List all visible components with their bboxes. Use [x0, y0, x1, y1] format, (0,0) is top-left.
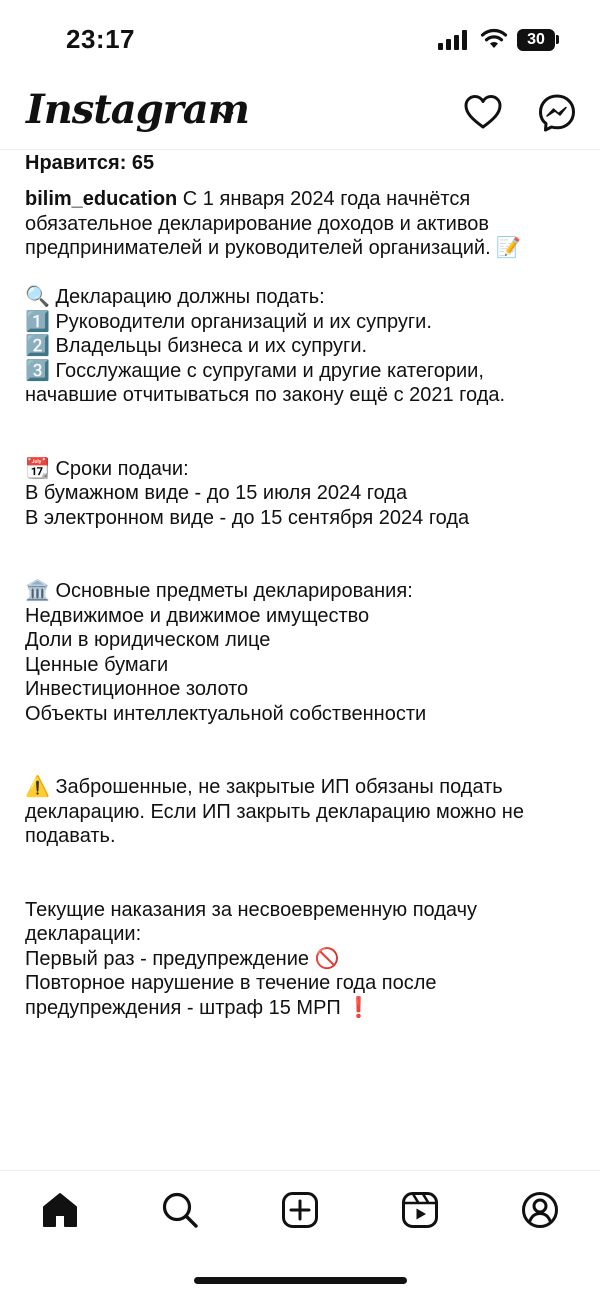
caption-text: С 1 января 2024 года начнётся обязательное декларирование доходов и активов предпринимателей и руководителей организаций. 📝 🔍 Декларацию должны подать: 1️⃣ Руководители организаций и их супруги. 2️⃣ Владельцы бизнеса и их супруги. 3️⃣ Госслужащие с супругами и другие категории, начавшие отчитываться по закону ещё с 2021 года. 📆 Сроки подачи: В бумажном виде - до 15 июля 2024 года В электронном виде - до 15 сентября 2024 года 🏛️ Основные предметы декларирования: Недвижимое и движимое имущество Доли в юридическом лице Ценные бумаги Инвестиционное золото Объекты интеллектуальной собственности ⚠️ Заброшенные, не закрытые ИП обязаны подать декларацию. Если ИП закрыть декларацию можно не подавать. Текущие наказания за несвоевременную подачу декларации: Первый раз - предупреждение 🚫 Повторное нарушение в течение года после предупреждения - штраф 15 МРП ❗ [25, 188, 524, 1019]
battery-cap [556, 35, 559, 44]
app-header [0, 80, 600, 150]
messenger-icon[interactable] [536, 92, 578, 134]
chevron-down-icon[interactable] [216, 106, 236, 126]
heart-icon[interactable] [462, 92, 504, 132]
caption-username[interactable]: bilim_education [25, 188, 178, 210]
status-time: 23:17 [66, 24, 135, 54]
wifi-icon [480, 27, 508, 49]
likes-count[interactable]: Нравится: 65 [25, 152, 155, 174]
bottom-tab-bar [0, 1170, 600, 1250]
status-bar [0, 0, 600, 80]
profile-icon[interactable] [519, 1189, 561, 1231]
post-caption-area [25, 152, 580, 1020]
home-icon[interactable] [39, 1189, 81, 1231]
create-icon[interactable] [279, 1189, 321, 1231]
instagram-logo[interactable]: Instagram [26, 86, 249, 133]
post-caption [25, 187, 580, 1020]
battery-indicator: 30 [517, 29, 555, 51]
search-icon[interactable] [159, 1189, 201, 1231]
reels-icon[interactable] [399, 1189, 441, 1231]
cellular-signal-icon [438, 30, 468, 50]
home-indicator[interactable] [194, 1277, 407, 1284]
